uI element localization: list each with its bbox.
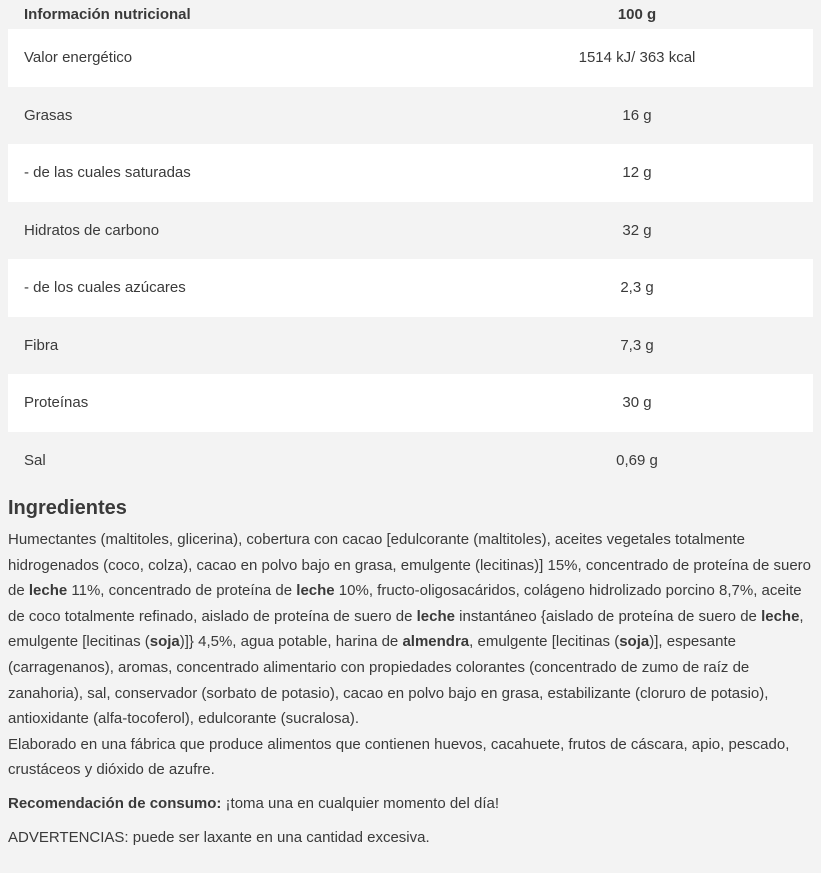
nutrient-value: 12 g xyxy=(461,144,813,202)
allergen-highlight: leche xyxy=(761,607,800,625)
ingredients-text-segment: Humectantes (maltitoles, glicerina), cobertura con cacao [edulcorante (maltitoles), aceites vegetales totalmente hidrogenados (coco, colza), cacao en polvo bajo en grasa, emulgente (lecitinas)] 15%, concentrado de proteína de suero de xyxy=(8,531,811,600)
allergen-highlight: leche xyxy=(296,582,335,600)
nutrient-value: 16 g xyxy=(461,87,813,145)
table-row xyxy=(8,432,813,490)
nutrient-value: 2,3 g xyxy=(461,259,813,317)
warning-text: ADVERTENCIAS: puede ser laxante en una cantidad excesiva. xyxy=(8,828,430,846)
table-row xyxy=(8,144,813,202)
nutrient-label: Sal xyxy=(8,432,461,490)
allergen-highlight: soja xyxy=(149,633,180,651)
nutrient-value: 1514 kJ/ 363 kcal xyxy=(461,29,813,87)
nutrition-table xyxy=(8,0,813,489)
ingredients-text-segment: 11%, concentrado de proteína de xyxy=(67,582,297,600)
ingredients-text-segment: )], espesante (carragenanos), aromas, concentrado alimentario con propiedades colorantes (concentrado de zumo de raíz de zanahoria), sal, conservador (sorbato de potasio), cacao en polvo bajo en grasa, estabilizante (cloruro de potasio), antioxidante (alfa-tocoferol), edulcorante (sucralosa). xyxy=(8,633,769,728)
nutrient-value: 0,69 g xyxy=(461,432,813,490)
nutrient-label: Valor energético xyxy=(8,29,461,87)
allergen-highlight: soja xyxy=(619,633,650,651)
recommendation-text: ¡toma una en cualquier momento del día! xyxy=(221,794,500,812)
nutrient-label: Hidratos de carbono xyxy=(8,202,461,260)
nutrition-header-label: Información nutricional xyxy=(8,0,461,29)
allergen-highlight: almendra xyxy=(402,633,470,651)
ingredients-text-segment: , emulgente [lecitinas ( xyxy=(469,633,620,651)
table-row xyxy=(8,29,813,87)
ingredients-title: Ingredientes xyxy=(8,497,127,519)
ingredients-text-segment: )]} 4,5%, agua potable, harina de xyxy=(179,633,403,651)
ingredients-text xyxy=(8,527,813,783)
nutrient-label: Fibra xyxy=(8,317,461,375)
nutrient-label: - de los cuales azúcares xyxy=(8,259,461,317)
nutrient-label: Grasas xyxy=(8,87,461,145)
nutrition-header-row xyxy=(8,0,813,29)
ingredients-text-segment: , emulgente [lecitinas ( xyxy=(8,607,804,651)
table-row xyxy=(8,317,813,375)
nutrient-value: 30 g xyxy=(461,374,813,432)
ingredients-text-segment: 10%, fructo-oligosacáridos, colágeno hidrolizado porcino 8,7%, aceite de coco totalmente refinado, aislado de proteína de suero de xyxy=(8,582,802,625)
nutrient-label: Proteínas xyxy=(8,374,461,432)
table-row xyxy=(8,259,813,317)
allergen-highlight: leche xyxy=(416,607,455,625)
recommendation-label: Recomendación de consumo: xyxy=(8,794,222,812)
nutrient-label: - de las cuales saturadas xyxy=(8,144,461,202)
table-row xyxy=(8,87,813,145)
allergen-note: Elaborado en una fábrica que produce alimentos que contienen huevos, cacahuete, frutos de cáscara, apio, pescado, crustáceos y dióxido de azufre. xyxy=(8,735,790,779)
ingredients-text-segment: instantáneo {aislado de proteína de suero de xyxy=(454,607,762,625)
consumption-recommendation xyxy=(8,791,813,817)
nutrient-value: 32 g xyxy=(461,202,813,260)
nutrition-header-value: 100 g xyxy=(461,0,813,29)
table-row xyxy=(8,202,813,260)
table-row xyxy=(8,374,813,432)
nutrient-value: 7,3 g xyxy=(461,317,813,375)
allergen-highlight: leche xyxy=(28,582,68,600)
